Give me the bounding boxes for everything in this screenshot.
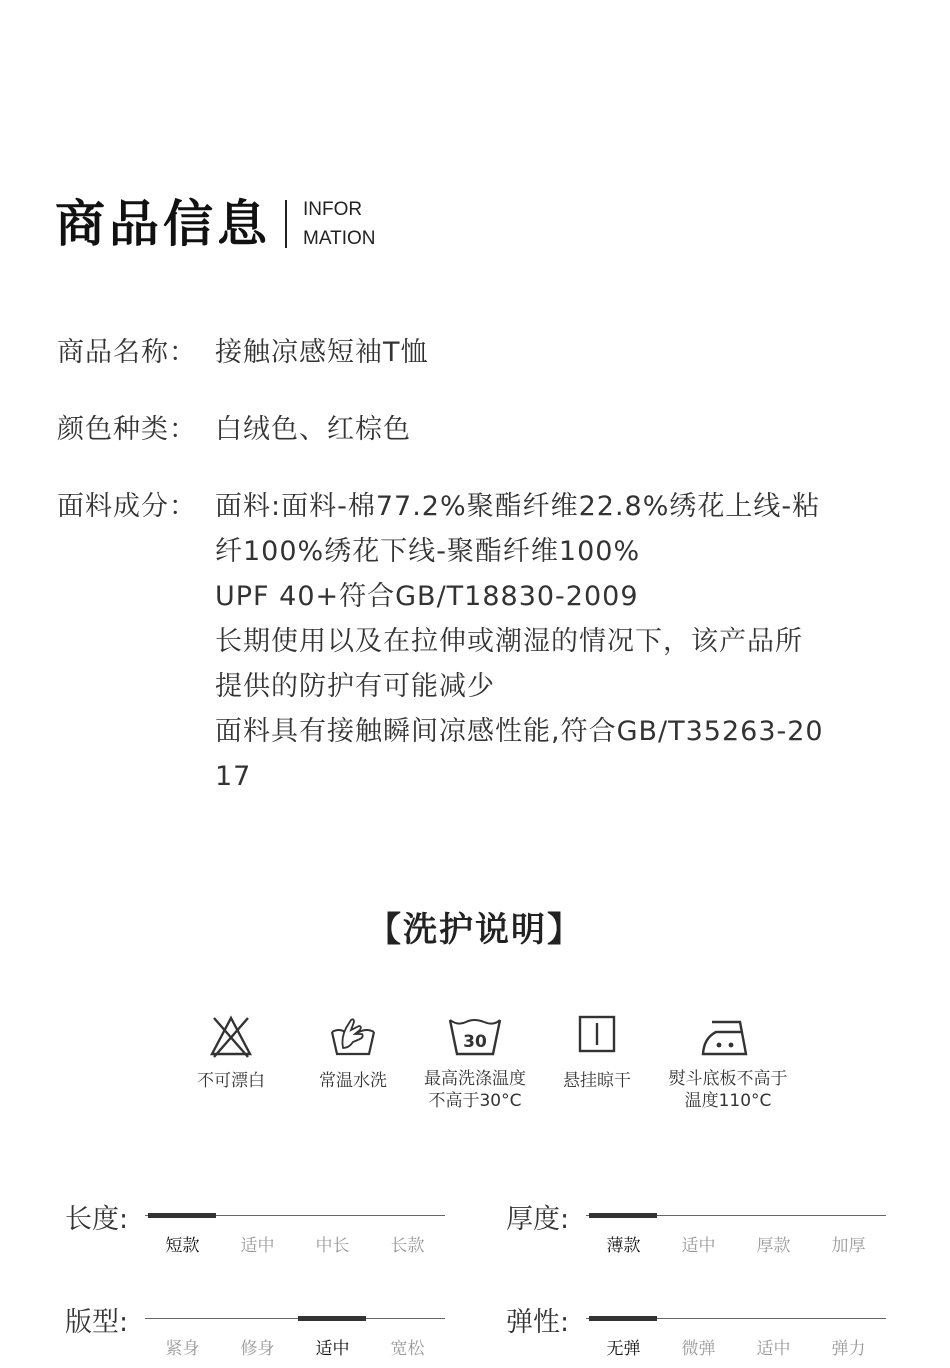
- scale-label: 版型:: [65, 1307, 129, 1338]
- name-label: 商品名称：: [57, 337, 197, 368]
- scale-indicator: [148, 1213, 216, 1218]
- name-value: 接触凉感短袖T恤: [215, 337, 429, 368]
- info-row-name: [57, 330, 897, 375]
- subtitle-line-2: MATION: [303, 228, 376, 249]
- scale-track: [145, 1318, 445, 1319]
- scale-option: 宽松: [390, 1339, 425, 1359]
- fabric-line: 长期使用以及在拉伸或潮湿的情况下，该产品所: [215, 626, 803, 657]
- care-label: 最高洗涤温度: [424, 1069, 526, 1089]
- scale-option: 加厚: [831, 1236, 866, 1256]
- fabric-line: 17: [215, 761, 252, 792]
- care-item-no-bleach: [176, 1014, 286, 1092]
- title-divider: [285, 200, 287, 248]
- scale-label: 弹性:: [506, 1307, 570, 1338]
- section-title: 商品信息: [55, 195, 271, 253]
- scale-option: 长款: [390, 1236, 425, 1256]
- care-label: 常温水洗: [319, 1071, 387, 1091]
- care-label: 悬挂晾干: [563, 1071, 631, 1091]
- scale-indicator: [589, 1316, 657, 1321]
- fabric-line: 面料具有接触瞬间凉感性能,符合GB/T35263-20: [215, 716, 824, 747]
- scale-option: 中长: [315, 1236, 350, 1256]
- fabric-line: 提供的防护有可能减少: [215, 671, 495, 702]
- wash-temp-text: 30: [463, 1032, 487, 1052]
- scale-track: [586, 1318, 886, 1319]
- fabric-label: 面料成分：: [57, 491, 197, 522]
- info-row-color: [57, 407, 897, 452]
- scale-option: 短款: [165, 1236, 200, 1256]
- scale-option: 适中: [240, 1236, 275, 1256]
- no-bleach-icon: [209, 1014, 253, 1060]
- scale-option: 适中: [756, 1339, 791, 1359]
- scale-option: 修身: [240, 1339, 275, 1359]
- wash-30-icon: [447, 1014, 503, 1058]
- scale-options: [145, 1334, 445, 1359]
- product-info: [57, 330, 897, 831]
- scale-label: 厚度:: [506, 1204, 570, 1235]
- care-item-wash-30: [405, 1014, 545, 1112]
- care-label: 不可漂白: [197, 1071, 265, 1091]
- scale-option: 适中: [681, 1236, 716, 1256]
- section-header: [55, 195, 375, 253]
- info-row-fabric: [57, 484, 897, 799]
- care-label: 不高于30°C: [428, 1091, 522, 1111]
- scale-option: 薄款: [606, 1236, 641, 1256]
- scale-option: 无弹: [606, 1339, 641, 1359]
- scale-options: [586, 1334, 886, 1359]
- care-label: 温度110°C: [684, 1091, 772, 1111]
- care-item-hand-wash: [298, 1014, 408, 1092]
- color-value: 白绒色、红棕色: [215, 414, 411, 445]
- scale-option: 弹力: [831, 1339, 866, 1359]
- scale-options: [586, 1231, 886, 1256]
- section-subtitle: [303, 195, 375, 253]
- subtitle-line-1: INFOR: [303, 199, 363, 220]
- fabric-line: 面料:面料-棉77.2%聚酯纤维22.8%绣花上线-粘: [215, 491, 821, 522]
- care-title: 【洗护说明】: [367, 910, 583, 950]
- scale-option: 厚款: [756, 1236, 791, 1256]
- color-label: 颜色种类：: [57, 414, 197, 445]
- iron-icon: [700, 1014, 756, 1058]
- scale-option: 适中: [315, 1339, 350, 1359]
- scale-option: 紧身: [165, 1339, 200, 1359]
- fabric-line: UPF 40+符合GB/T18830-2009: [215, 581, 639, 612]
- scale-indicator: [589, 1213, 657, 1218]
- care-item-hang-dry: [542, 1014, 652, 1092]
- scale-options: [145, 1231, 445, 1256]
- scale-indicator: [298, 1316, 366, 1321]
- fabric-value: [215, 484, 897, 799]
- scale-track: [586, 1215, 886, 1216]
- fabric-line: 纤100%绣花下线-聚酯纤维100%: [215, 536, 641, 567]
- scale-track: [145, 1215, 445, 1216]
- scale-option: 微弹: [681, 1339, 716, 1359]
- hang-dry-icon: [577, 1014, 617, 1054]
- hand-wash-icon: [329, 1014, 377, 1060]
- scale-label: 长度:: [65, 1204, 129, 1235]
- care-label: 熨斗底板不高于: [668, 1069, 788, 1089]
- care-item-iron: [657, 1014, 799, 1112]
